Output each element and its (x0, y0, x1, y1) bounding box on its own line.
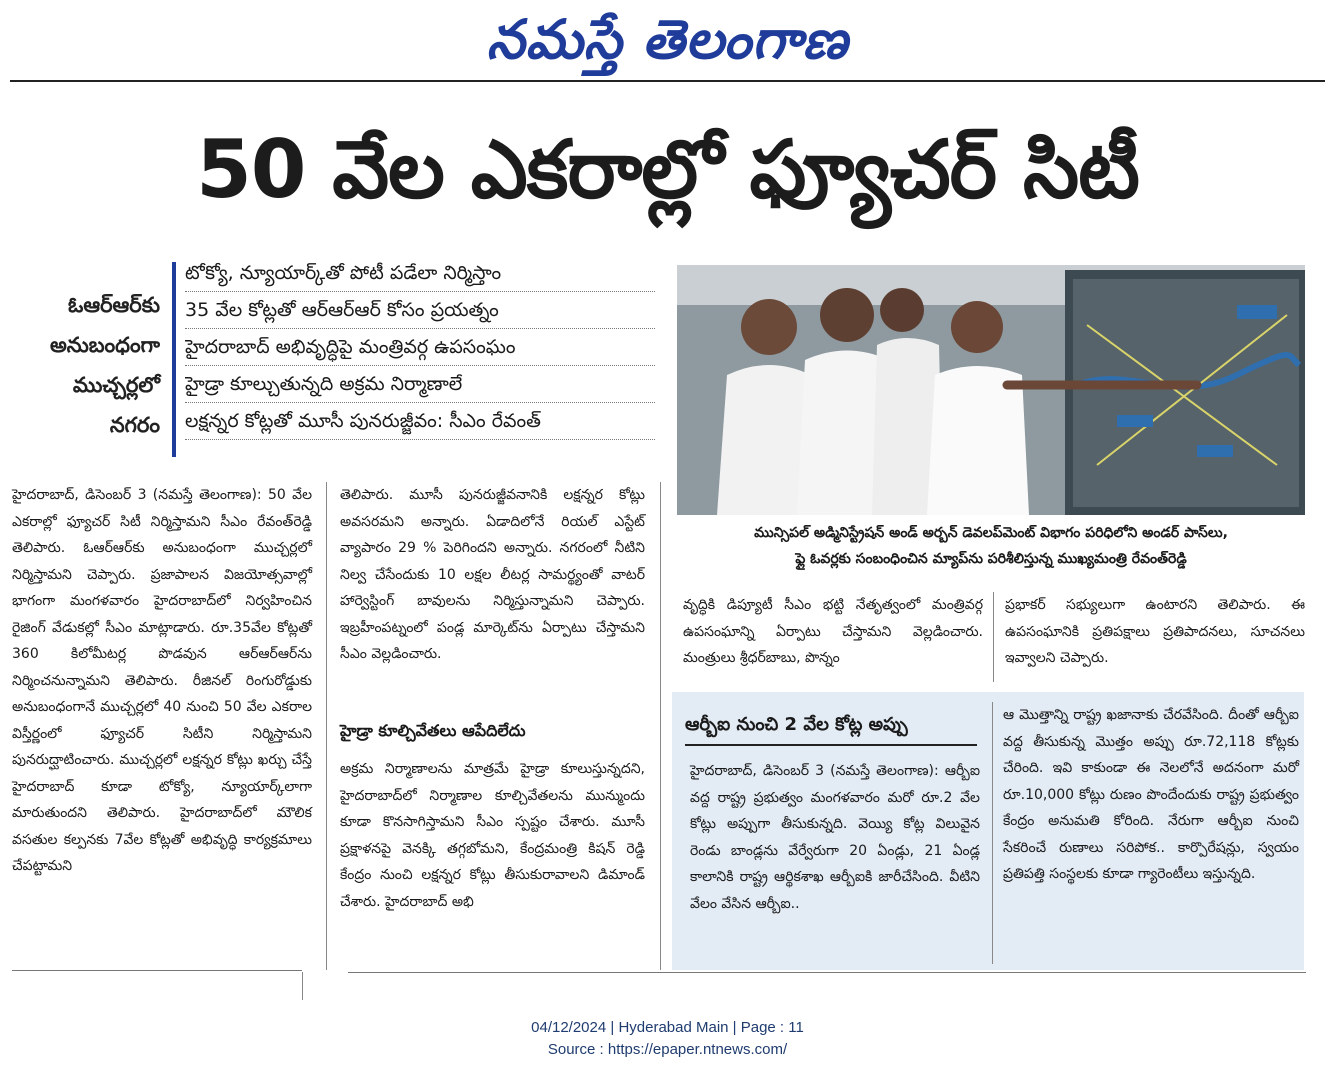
column-divider (302, 972, 303, 1000)
bottom-rule (348, 972, 1306, 973)
bottom-rule (12, 970, 302, 971)
article-column (340, 756, 645, 915)
kicker-divider (172, 262, 176, 457)
article-column: వృద్ధికి డిప్యూటీ సీఎం భట్టి నేతృత్వంలో మంత్రివర్గ ఉపసంఘాన్ని ఏర్పాటు చేస్తామని వెల్లడించారు. మంత్రులు శ్రీధర్‌బాబు, పొన్నం (683, 597, 983, 666)
footer-dateline: 04/12/2024 | Hyderabad Main | Page : 11 (531, 1019, 804, 1036)
column-divider (326, 482, 327, 970)
kicker-line: ఓఆర్ఆర్‌కు (67, 293, 160, 317)
article-paragraph: అక్రమ నిర్మాణాలను మాత్రమే హైడ్రా కూలుస్తున్నదని, హైదరాబాద్‌లో నిర్మాణాల కూల్చివేతలను మున్ముందు కూడా కొనసాగిస్తామని సీఎం స్పష్టం చేశారు. మూసీ ప్రక్షాళనపై వెనక్కి తగ్గబోమని, కేంద్రమంత్రి కిషన్ రెడ్డి కేంద్రం నుంచి లక్షన్నర కోట్లు తీసుకురావాలని డిమాండ్ చేశారు. హైదరాబాద్ అభి (340, 761, 645, 910)
box-title-rule (685, 744, 977, 746)
column-divider (660, 482, 661, 970)
sub-headline: టోక్యో, న్యూయార్క్‌తో పోటీ పడేలా నిర్మిస్తాం (185, 255, 655, 292)
photo-illustration (677, 265, 1305, 515)
sub-headlines (185, 255, 655, 440)
kicker-line: ముచ్చర్లలో (72, 373, 160, 397)
sub-headline: హైడ్రా కూల్చుతున్నది అక్రమ నిర్మాణాలే (185, 366, 655, 403)
kicker-line: అనుబంధంగా (49, 333, 160, 357)
photo-caption (677, 520, 1305, 572)
column-divider (993, 592, 994, 682)
box-title: ఆర్బీఐ నుంచి 2 వేల కోట్ల అప్పు (685, 714, 908, 735)
sub-headline: లక్షన్నర కోట్లతో మూసీ పునరుజ్జీవం: సీఎం రేవంత్ (185, 403, 655, 440)
article-paragraph: తెలిపారు. మూసీ పునరుజ్జీవనానికి లక్షన్నర కోట్లు అవసరమని అన్నారు. ఏడాదిలోనే రియల్ ఎస్టేట్ వ్యాపారం 29 % పెరిగిందని అన్నారు. నగరంలో నీటిని నిల్వ చేసేందుకు 10 లక్షల లీటర్ల సామర్థ్యంతో వాటర్ హార్వెస్టింగ్ బావులను నిర్మిస్తున్నామని చెప్పారు. ఇబ్రహీంపట్నంలో పండ్ల మార్కెట్‌ను ఏర్పాటు చేస్తామని సీఎం వెల్లడించారు. (340, 487, 645, 662)
article-column: హైదరాబాద్, డిసెంబర్ 3 (నమస్తే తెలంగాణ): 50 వేల ఎకరాల్లో ఫ్యూచర్ సిటీ నిర్మిస్తామని సీఎం రేవంత్‌రెడ్డి తెలిపారు. ఓఆర్ఆర్‌కు అనుబంధంగా ముచ్చర్లలో నిర్మిస్తామని చెప్పారు. ప్రజాపాలన విజయోత్సవాల్లో భాగంగా మంగళవారం హైదరాబాద్‌లో నిర్వహించిన రైజింగ్ వేడుకల్లో సీఎం మాట్లాడారు. రూ.35వేల కోట్లతో 360 కిలోమీటర్ల పొడవున ఆర్ఆర్ఆర్‌ను నిర్మించనున్నామని తెలిపారు. రీజినల్ రింగురోడ్డుకు అనుబంధంగానే ముచ్చర్లలో 40 నుంచి 50 వేల ఎకరాల విస్తీర్ణంలో ఫ్యూచర్ సిటీని నిర్మిస్తామని పునరుద్ఘాటించారు. ముచ్చర్లలో లక్షన్నర కోట్లు ఖర్చు చేస్తే హైదరాబాద్ కూడా టోక్యో, న్యూయార్క్‌లాగా మారుతుందని తెలిపారు. హైదరాబాద్‌లో మౌలిక వసతుల కల్పనకు 7వేల కోట్లతో అభివృద్ధి కార్యక్రమాలు చేపట్టామని (12, 487, 312, 874)
sub-headline: హైదరాబాద్ అభివృద్ధిపై మంత్రివర్గ ఉపసంఘం (185, 329, 655, 366)
column-divider (992, 702, 993, 964)
masthead-logo: నమస్తే తెలంగాణ (486, 8, 849, 71)
page-footer (0, 1017, 1335, 1061)
photo-caption-line: మున్సిపల్ అడ్మినిస్ట్రేషన్ అండ్ అర్బన్ డెవలప్‌మెంట్ విభాగం పరిధిలోని అండర్ పాస్‌లు, (754, 525, 1228, 541)
page-headline: 50 వేల ఎకరాల్లో ఫ్యూచర్ సిటీ (196, 123, 1139, 216)
masthead-rule (10, 80, 1325, 82)
article-column (340, 482, 645, 668)
kicker (10, 285, 160, 445)
article-column: ప్రభాకర్ సభ్యులుగా ఉంటారని తెలిపారు. ఈ ఉపసంఘానికి ప్రతిపక్షాలు ప్రతిపాదనలు, సూచనలు ఇవ్వాలని చెప్పారు. (1005, 597, 1305, 666)
box-column: హైదరాబాద్, డిసెంబర్ 3 (నమస్తే తెలంగాణ): ఆర్బీఐ వద్ద రాష్ట్ర ప్రభుత్వం మంగళవారం మరో రూ.2 వేల కోట్లు అప్పుగా తీసుకున్నది. వెయ్యి కోట్ల విలువైన రెండు బాండ్లను వేర్వేరుగా 20 ఏండ్లు, 21 ఏండ్ల కాలానికి రాష్ట్ర ఆర్థికశాఖ ఆర్బీఐకి జారీచేసింది. వీటిని వేలం వేసిన ఆర్బీఐ.. (690, 763, 980, 912)
kicker-line: నగరం (109, 413, 160, 437)
section-subhead: హైడ్రా కూల్చివేతలు ఆపేదిలేదు (340, 721, 526, 740)
photo-caption-line: ఫ్లై ఓవర్లకు సంబంధించిన మ్యాప్‌ను పరిశీలిస్తున్న ముఖ్యమంత్రి రేవంత్‌రెడ్డి (795, 551, 1187, 567)
news-photo (677, 265, 1305, 515)
sub-headline: 35 వేల కోట్లతో ఆర్ఆర్ఆర్ కోసం ప్రయత్నం (185, 292, 655, 329)
box-column: ఆ మొత్తాన్ని రాష్ట్ర ఖజానాకు చేరవేసింది. దీంతో ఆర్బీఐ వద్ద తీసుకున్న మొత్తం అప్పు రూ.72,118 కోట్లకు చేరింది. ఇవి కాకుండా ఈ నెలలోనే అదనంగా మరో రూ.10,000 కోట్లు రుణం పొందేందుకు రాష్ట్ర ప్రభుత్వం కేంద్రం అనుమతి కోరింది. నేరుగా ఆర్బీఐ నుంచి సేకరించే రుణాలు సరిపోక.. కార్పొరేషన్లు, స్వయం ప్రతిపత్తి సంస్థలకు కూడా గ్యారెంటీలు ఇస్తున్నది. (1003, 707, 1299, 882)
footer-source: Source : https://epaper.ntnews.com/ (547, 1041, 788, 1058)
